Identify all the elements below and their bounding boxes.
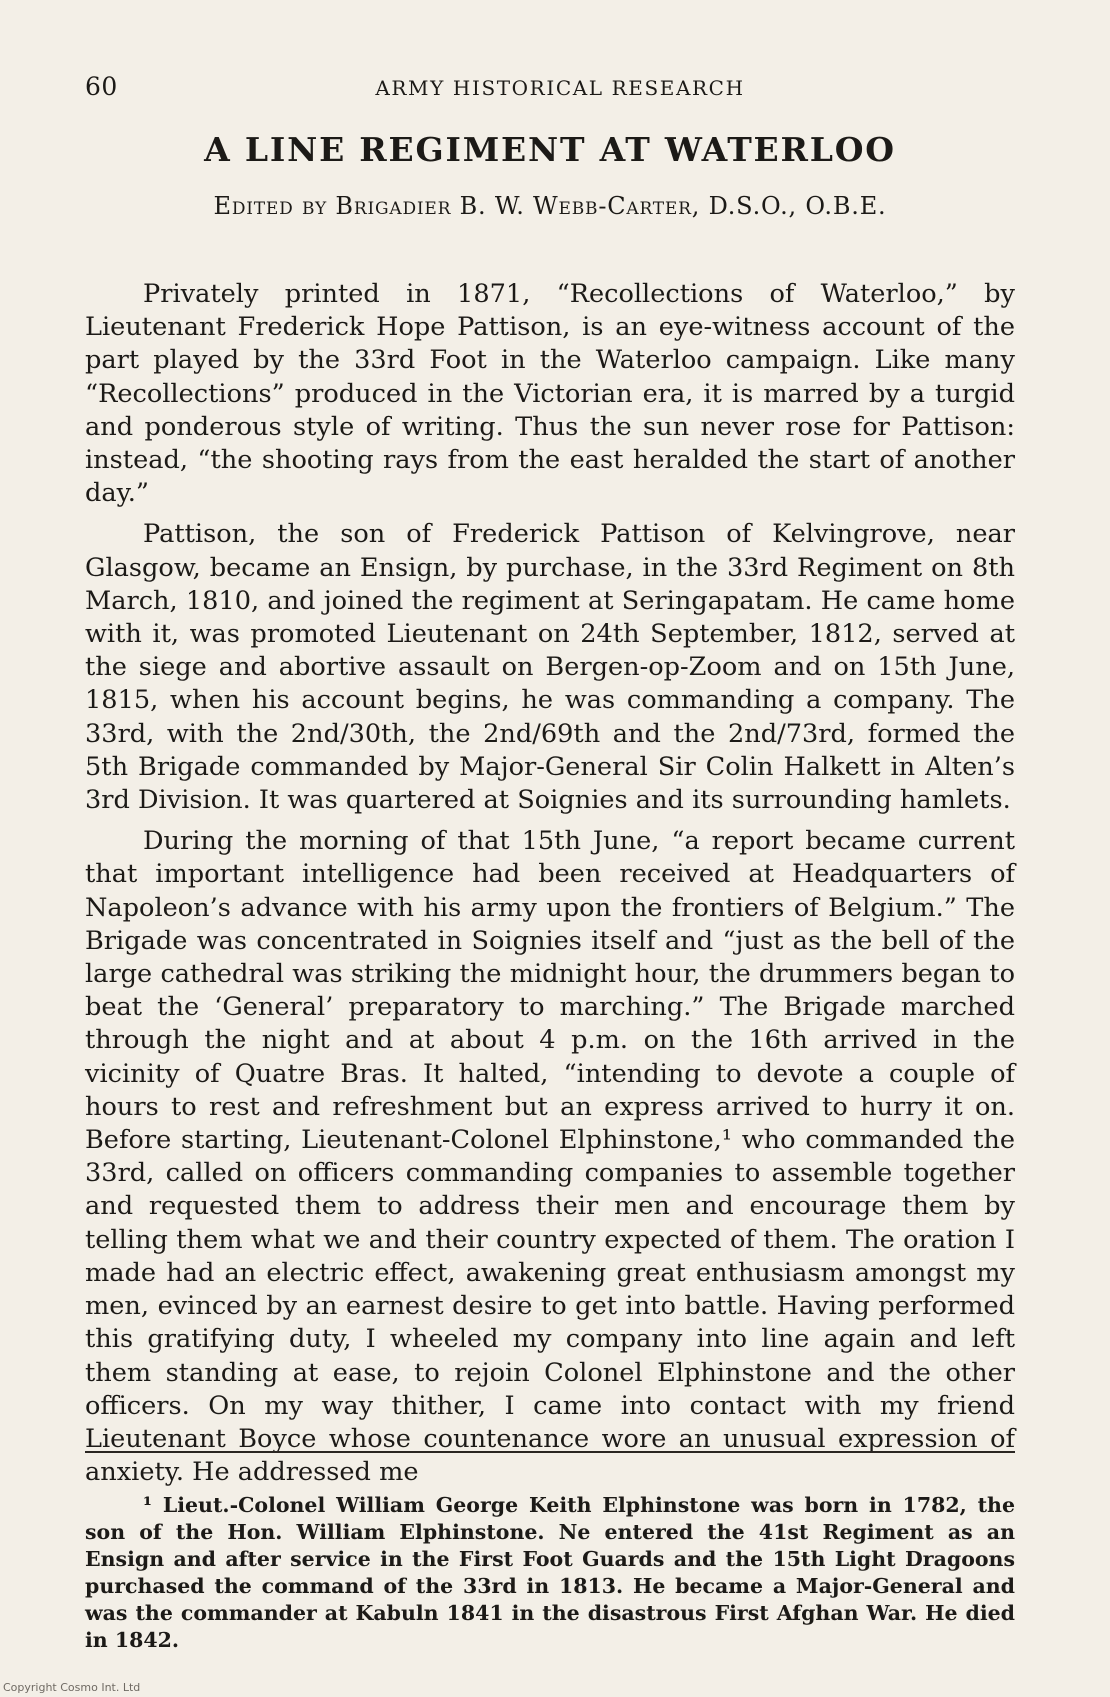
footnote: ¹ Lieut.-Colonel William George Keith Elphinstone was born in 1782, the son of the Hon. William Elphinstone. Ne entered the 41st Regiment as an Ensign and after service in the First Foot Guards and the 15th Light Dragoons purchased the command of the 33rd in 1813. He became a Major-General and was the commander at Kabuln 1841 in the disastrous First Afghan War. He died in 1842. (85, 1493, 1015, 1652)
footnotes (85, 1492, 1015, 1654)
article-title: A LINE REGIMENT AT WATERLOO (204, 130, 896, 169)
body-paragraph: Pattison, the son of Frederick Pattison of Kelvingrove, near Glasgow, became an Ensign, by purchase, in the 33rd Regiment on 8th March, 1810, and joined the regiment at Seringapatam. He came home with it, was promoted Lieutenant on 24th September, 1812, served at the siege and abortive assault on Bergen-op-Zoom and on 15th June, 1815, when his account begins, he was commanding a company. The 33rd, with the 2nd/30th, the 2nd/69th and the 2nd/73rd, formed the 5th Brigade commanded by Major-General Sir Colin Halkett in Alten’s 3rd Division. It was quartered at Soignies and its surrounding hamlets. (85, 519, 1015, 816)
article-body (85, 278, 1015, 1497)
article-byline: Edited by Brigadier B. W. Webb-Carter, D.S.O., O.B.E. (213, 192, 887, 220)
footnote-divider (85, 1451, 1015, 1453)
copyright-notice: Copyright Cosmo Int. Ltd (3, 1681, 141, 1694)
page-number: 60 (85, 72, 118, 101)
running-head (85, 72, 1015, 104)
body-paragraph: During the morning of that 15th June, “a report became current that important intelligence had been received at Headquarters of Napoleon’s advance with his army upon the frontiers of Belgium.” The Brigade was concentrated in Soignies itself and “just as the bell of the large cathedral was striking the midnight hour, the drummers began to beat the ‘General’ preparatory to marching.” The Brigade marched through the night and at about 4 p.m. on the 16th arrived in the vicinity of Quatre Bras. It halted, “intending to devote a couple of hours to rest and refreshment but an express arrived to hurry it on. Before starting, Lieutenant-Colonel Elphinstone,¹ who commanded the 33rd, called on officers commanding companies to assemble together and requested them to address their men and encourage them by telling them what we and their country expected of them. The oration I made had an electric effect, awakening great enthusiasm amongst my men, evinced by an earnest desire to get into battle. Having performed this gratifying duty, I wheeled my company into line again and left them standing at ease, to rejoin Colonel Elphinstone and the other officers. On my way thither, I came into contact with my friend Lieutenant Boyce whose countenance wore an unusual expression of anxiety. He addressed me (85, 826, 1015, 1488)
body-paragraph: Privately printed in 1871, “Recollections of Waterloo,” by Lieutenant Frederick Hope Pattison, is an eye-witness account of the part played by the 33rd Foot in the Waterloo campaign. Like many “Recollections” produced in the Victorian era, it is marred by a turgid and ponderous style of writing. Thus the sun never rose for Pattison: instead, “the shooting rays from the east heralded the start of another day.” (85, 279, 1015, 509)
journal-title: ARMY HISTORICAL RESEARCH (375, 76, 745, 100)
